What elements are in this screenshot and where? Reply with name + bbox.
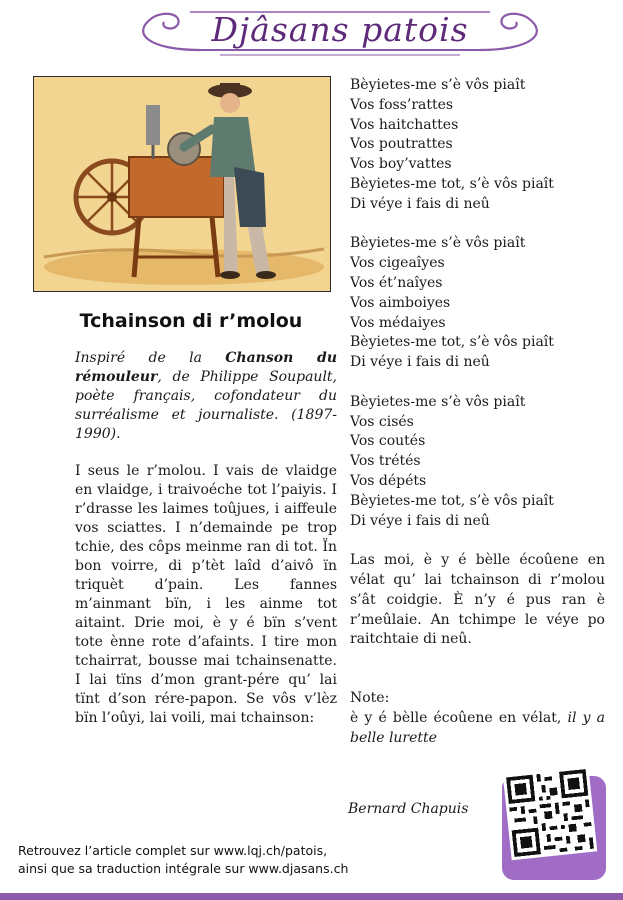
poem-line: Bèyietes-me s’è vôs piaît <box>350 235 526 252</box>
poem-line: Bèyietes-me tot, s’è vôs piaît <box>350 492 554 509</box>
poem-line: Vos poutrattes <box>350 136 453 153</box>
intro-end: , de Philippe Soupault, poète français, cofondateur du surréalisme et journaliste. (1897-1990). <box>75 369 337 442</box>
article-intro <box>75 349 337 444</box>
poem-line: Vos boy’vattes <box>350 156 452 173</box>
intro-bold: Chanson du rémouleur <box>75 350 337 385</box>
page-title: Djâsans patois <box>211 10 469 49</box>
poem-line: Vos haitchattes <box>350 116 459 133</box>
poem-line: Vos cigeaîyes <box>350 255 445 272</box>
poem-line: Di véye i fais di neû <box>350 512 490 529</box>
footer <box>18 842 438 878</box>
left-column <box>75 300 337 728</box>
note-heading: Note: <box>350 690 390 707</box>
poem-line: Bèyietes-me s’è vôs piaît <box>350 77 526 93</box>
poem-line: Vos ét’naîyes <box>350 274 443 291</box>
poem-stanza <box>350 76 605 215</box>
poem-line: Vos coutés <box>350 433 426 450</box>
knife-grinder-illustration <box>33 76 331 292</box>
poem-line: Bèyietes-me tot, s’è vôs piaît <box>350 334 554 351</box>
article-title: Tchainson di r’molou <box>79 310 303 332</box>
poem-line: Di véye i fais di neû <box>350 195 490 212</box>
poem-stanza <box>350 234 605 373</box>
author-name: Bernard Chapuis <box>348 801 469 817</box>
poem-line: Bèyietes-me s’è vôs piaît <box>350 393 526 410</box>
poem-closing: Las moi, è y é bèlle écoûene en vélat qu’ lai tchainson di r’molou s’ât coidgie. È n’y é pus ran è r’meûlaie. An tchimpe le véye po raitchtaie di neû. <box>350 552 605 648</box>
poem-line: Vos trétés <box>350 453 421 470</box>
poem-line: Di véye i fais di neû <box>350 354 490 371</box>
poem-line: Vos médaiyes <box>350 314 446 331</box>
note-body <box>350 709 605 749</box>
poem-line: Vos cisés <box>350 413 414 430</box>
poem-line: Vos dépéts <box>350 472 427 489</box>
intro-start: Inspiré de la <box>75 350 226 366</box>
footer-line-article-link[interactable]: Retrouvez l’article complet sur www.lqj.ch/patois, <box>18 843 328 858</box>
footer-bar <box>0 893 623 900</box>
qr-code-icon[interactable] <box>503 766 598 861</box>
poem-line: Vos aimboiyes <box>350 294 451 311</box>
poem-line: Vos foss’rattes <box>350 96 454 113</box>
right-column <box>350 76 605 749</box>
poem-line: Bèyietes-me tot, s’è vôs piaît <box>350 175 554 192</box>
page-header <box>130 4 550 66</box>
note-translation: il y a belle lurette <box>350 709 605 746</box>
note-text: è y é bèlle écoûene en vélat, <box>350 709 568 726</box>
footer-line-translation-link[interactable]: ainsi que sa traduction intégrale sur www.djasans.ch <box>18 861 349 876</box>
poem-stanza <box>350 393 605 532</box>
article-story: I seus le r’molou. I vais de vlaidge en vlaidge, i traivoéche tot l’paiyis. I r’drasse les laimes toûjues, i aiffeule vos sciattes. I n’demainde pe trop tchie, des côps meinme ran di tot. Ïn bon voirre, di p’tèt laîd d’aivô ïn triquèt d’pain. Les fannes m’ainmant bïn, i les ainme tot aitaint. Drie moi, è y é bïn s’vent tote ènne rote d’afaints. I tire mon tchairrat, bousse mai tchainsenatte. I lai tïns d’mon grant-pére qu’ lai tïnt d’son rére-papon. Se vôs v’lèz bïn l’oûyi, lai voili, mai tchainson: <box>75 463 337 726</box>
